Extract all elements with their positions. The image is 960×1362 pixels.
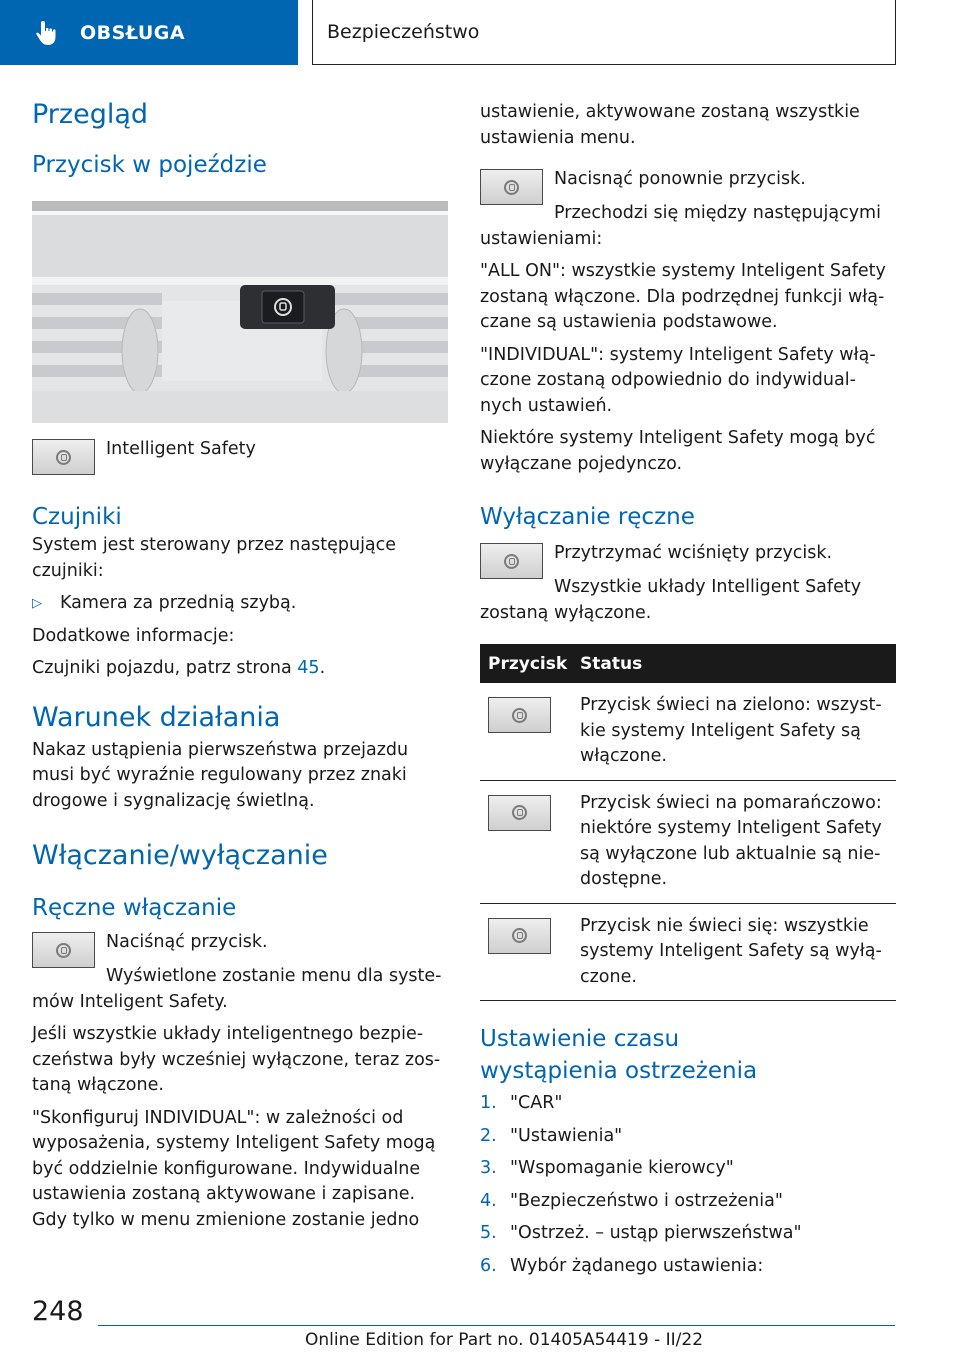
page-number: 248 (32, 1296, 84, 1327)
step-number: 5. (480, 1223, 497, 1243)
step-number: 3. (480, 1158, 497, 1178)
all-off-result-text: Wszystkie układy Intelligent Safety zostaną wyłączone. (480, 577, 862, 623)
hold-button-text: Przytrzymać wciśnięty przycisk. (554, 543, 833, 563)
status-table (480, 644, 896, 1001)
heading-sensors: Czujniki (32, 504, 122, 530)
page-link-45[interactable]: 45 (297, 658, 320, 678)
button-orange-icon (488, 795, 551, 831)
heading-operating-condition: Warunek działania (32, 701, 281, 733)
switch-between-text: Przechodzi się między następującymi ustawieniami: (480, 203, 881, 249)
col-button-header: Przycisk (480, 644, 572, 683)
press-again-text: Nacisnąć ponownie przycisk. (554, 169, 806, 189)
intelligent-safety-button-icon (32, 932, 95, 968)
left-column (32, 95, 448, 1233)
table-row (480, 780, 896, 903)
sensors-reference-end: . (319, 658, 326, 678)
configure-text: "Skonfiguruj INDIVIDUAL": w zależności od wyposażenia, systemy Inteligent Safety mogą być oddzielnie konfigurowane. Indywidualne ustawienia zostaną aktywowane i zapisane. Gdy tylko w menu zmienione zostanie jedno (32, 1107, 436, 1230)
step-number: 4. (480, 1190, 497, 1211)
sensors-reference-text: Czujniki pojazdu, patrz strona (32, 658, 298, 678)
all-off-text: Jeśli wszystkie układy inteligentnego bezpie-czeństwa były wcześniej wyłączone, teraz zos-taną włączone. (32, 1024, 441, 1095)
chapter-title-box (312, 0, 896, 65)
button-off-icon (488, 918, 551, 954)
heading-overview: Przegląd (32, 99, 149, 130)
list-item (480, 1189, 896, 1215)
step-text: "Wspomaganie kierowcy" (510, 1158, 734, 1178)
sensor-item-text: Kamera za przednią szybą. (60, 593, 297, 613)
step-text: "Bezpieczeństwo i ostrzeżenia" (510, 1190, 783, 1211)
press-button-row (32, 930, 448, 968)
condition-text: Nakaz ustąpienia pierwszeństwa przejazdu musi być wyraźnie regulowany przez znaki drogowe i sygnalizację świetlną. (32, 739, 409, 811)
heading-switching-on-off: Włączanie/wyłączanie (32, 840, 328, 871)
sensor-list-item (32, 591, 448, 617)
list-item (480, 1156, 896, 1182)
some-off-text: Niektóre systemy Inteligent Safety mogą być wyłączane pojedynczo. (480, 428, 876, 474)
status-cell: Przycisk świeci na zielono: wszyst-kie systemy Inteligent Safety są włączone. (572, 683, 896, 780)
col-status-header: Status (572, 644, 896, 683)
button-caption-row (32, 437, 448, 475)
heading-button-in-vehicle: Przycisk w pojeździe (32, 152, 267, 178)
step-text: "Ostrzeż. – ustąp pierwszeństwa" (510, 1223, 802, 1243)
section-title: OBSŁUGA (80, 21, 186, 44)
all-on-text: "ALL ON": wszystkie systemy Inteligent Safety zostaną włączone. Dla podrzędnej funkcji włą-czane są ustawienia podstawowe. (480, 261, 886, 332)
status-cell: Przycisk świeci na pomarańczowo: niektóre systemy Inteligent Safety są wyłączone lub aktualnie są nie-dostępne. (572, 780, 896, 903)
list-item (480, 1221, 896, 1247)
press-button-text: Naciśnąć przycisk. (106, 932, 268, 952)
table-row (480, 683, 896, 780)
footer-divider (98, 1325, 895, 1326)
sensors-reference (32, 656, 448, 682)
step-number: 2. (480, 1125, 497, 1146)
heading-manual-on: Ręczne włączanie (32, 895, 237, 921)
heading-manual-off: Wyłączanie ręczne (480, 504, 695, 530)
menu-shown-text: Wyświetlone zostanie menu dla syste-mów Inteligent Safety. (32, 966, 442, 1012)
step-text: Wybór żądanego ustawienia: (510, 1255, 764, 1276)
individual-text: "INDIVIDUAL": systemy Inteligent Safety włą-czone zostaną odpowiednio do indywidual-nych ustawień. (480, 344, 876, 416)
vehicle-button-photo (32, 201, 448, 423)
continuation-text: ustawienie, aktywowane zostaną wszystkie ustawienia menu. (480, 102, 860, 148)
hold-button-row (480, 541, 896, 579)
list-item (480, 1254, 896, 1280)
list-item (480, 1091, 896, 1117)
section-tab (0, 0, 298, 65)
list-item (480, 1124, 896, 1150)
hand-pointer-icon (32, 18, 62, 48)
intelligent-safety-button-icon (32, 439, 95, 475)
triangle-bullet-icon: ▷ (32, 596, 42, 611)
sensors-text: System jest sterowany przez następujące czujniki: (32, 535, 397, 581)
press-again-row (480, 167, 896, 205)
intelligent-safety-button-icon (480, 169, 543, 205)
intelligent-safety-button-icon (480, 543, 543, 579)
button-caption: Intelligent Safety (106, 439, 256, 459)
step-text: "CAR" (510, 1093, 563, 1113)
step-text: "Ustawienia" (510, 1125, 623, 1146)
more-info-text: Dodatkowe informacje: (32, 625, 235, 646)
heading-warning-time: Ustawienie czasu wystąpienia ostrzeżenia (480, 1026, 758, 1084)
chapter-title: Bezpieczeństwo (327, 21, 480, 43)
button-green-icon (488, 697, 551, 733)
status-cell: Przycisk nie świeci się: wszystkie systemy Inteligent Safety są wyłą-czone. (572, 903, 896, 1001)
steps-list (480, 1091, 896, 1279)
status-table-header (480, 644, 896, 683)
right-column (480, 100, 896, 1286)
table-row (480, 903, 896, 1001)
step-number: 1. (480, 1093, 497, 1113)
step-number: 6. (480, 1255, 497, 1276)
footer-edition: Online Edition for Part no. 01405A54419 - II/22 (305, 1330, 704, 1350)
